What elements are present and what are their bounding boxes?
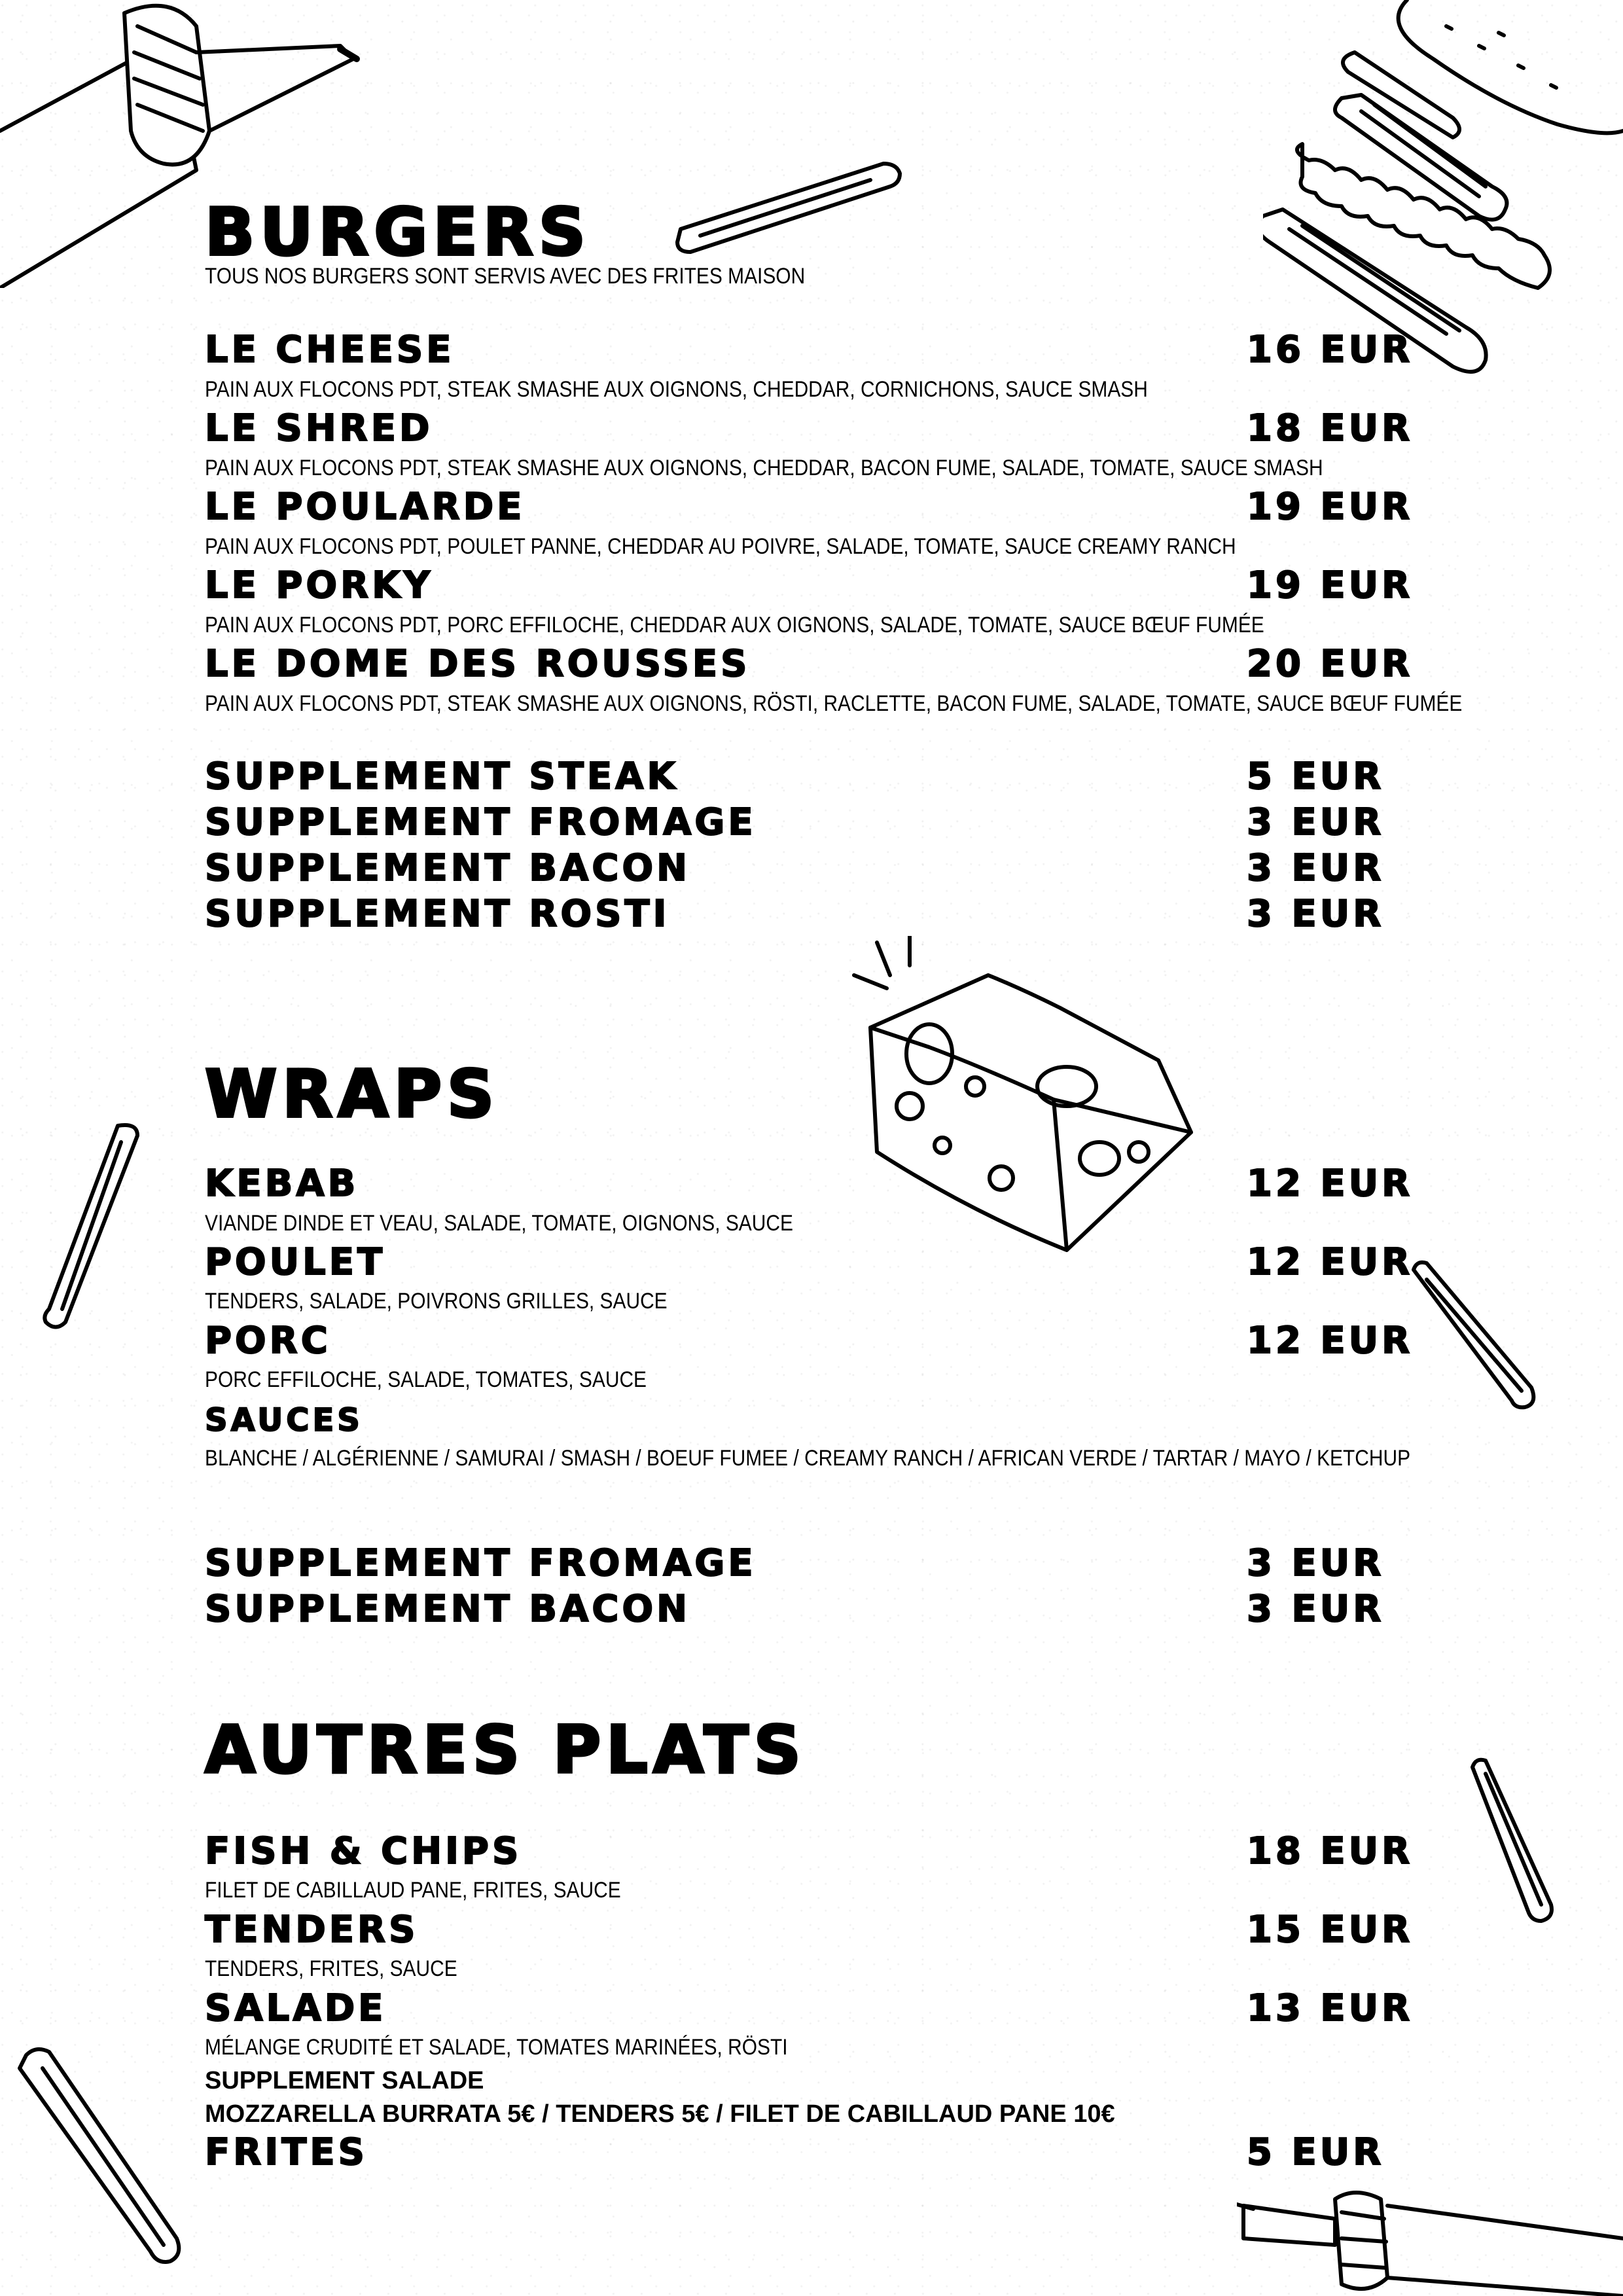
supplement-name: SUPPLEMENT ROSTI — [205, 893, 670, 935]
supplement-price: 3 EUR — [1247, 801, 1385, 844]
menu-item-description: VIANDE DINDE ET VEAU, SALADE, TOMATE, OIGNONS, SAUCE — [205, 1211, 793, 1236]
menu-item-name: PORC — [205, 1319, 331, 1362]
menu-item-price: 18 EUR — [1247, 1830, 1414, 1873]
sauces-list: BLANCHE / ALGÉRIENNE / SAMURAI / SMASH / BOEUF FUMEE / CREAMY RANCH / AFRICAN VERDE / TARTAR / MAYO / KETCHUP — [205, 1446, 1411, 1471]
supplement-name: SUPPLEMENT BACON — [205, 1588, 690, 1630]
menu-item-description: TENDERS, FRITES, SAUCE — [205, 1956, 457, 1981]
menu-item-name: KEBAB — [205, 1162, 359, 1205]
menu-item-name: LE CHEESE — [205, 329, 455, 371]
menu-item-description: PAIN AUX FLOCONS PDT, STEAK SMASHE AUX OIGNONS, CHEDDAR, CORNICHONS, SAUCE SMASH — [205, 377, 1148, 402]
supplement-name: SUPPLEMENT STEAK — [205, 755, 679, 798]
menu-item-price: 19 EUR — [1247, 486, 1414, 528]
menu-item-description: MÉLANGE CRUDITÉ ET SALADE, TOMATES MARINÉES, RÖSTI — [205, 2035, 788, 2060]
supplement-price: 5 EUR — [1247, 755, 1385, 798]
section-title-wraps: WRAPS — [205, 1056, 500, 1132]
menu-item-name: POULET — [205, 1241, 386, 1283]
supplement-price: 3 EUR — [1247, 1588, 1385, 1630]
menu-item-name: LE PORKY — [205, 564, 434, 607]
menu-item-description: PAIN AUX FLOCONS PDT, STEAK SMASHE AUX OIGNONS, CHEDDAR, BACON FUME, SALADE, TOMATE, SAUCE SMASH — [205, 456, 1323, 480]
menu-item-price: 5 EUR — [1247, 2131, 1385, 2174]
menu-item-price: 12 EUR — [1247, 1319, 1414, 1362]
menu-item-name: SALADE — [205, 1987, 387, 2030]
menu-item-name: FRITES — [205, 2131, 368, 2174]
supplement-price: 3 EUR — [1247, 1542, 1385, 1585]
supplement-salade-title: SUPPLEMENT SALADE — [205, 2067, 484, 2094]
supplement-name: SUPPLEMENT FROMAGE — [205, 1542, 757, 1585]
menu-item-price: 13 EUR — [1247, 1987, 1414, 2030]
menu-item-price: 20 EUR — [1247, 643, 1414, 685]
menu-item-name: LE SHRED — [205, 407, 433, 450]
menu-item-description: TENDERS, SALADE, POIVRONS GRILLES, SAUCE — [205, 1289, 668, 1314]
menu-item-price: 16 EUR — [1247, 329, 1414, 371]
menu-item-description: PAIN AUX FLOCONS PDT, POULET PANNE, CHEDDAR AU POIVRE, SALADE, TOMATE, SAUCE CREAMY RANCH — [205, 534, 1236, 559]
supplement-name: SUPPLEMENT BACON — [205, 847, 690, 889]
supplement-salade-list: MOZZARELLA BURRATA 5€ / TENDERS 5€ / FILET DE CABILLAUD PANE 10€ — [205, 2100, 1115, 2128]
supplement-name: SUPPLEMENT FROMAGE — [205, 801, 757, 844]
menu-item-price: 12 EUR — [1247, 1241, 1414, 1283]
menu-item-name: TENDERS — [205, 1909, 419, 1951]
menu-item-description: PORC EFFILOCHE, SALADE, TOMATES, SAUCE — [205, 1367, 647, 1392]
menu-item-description: FILET DE CABILLAUD PANE, FRITES, SAUCE — [205, 1878, 621, 1903]
menu-item-name: LE DOME DES ROUSSES — [205, 643, 751, 685]
section-title-burgers: BURGERS — [205, 194, 591, 270]
supplement-price: 3 EUR — [1247, 893, 1385, 935]
menu-item-name: LE POULARDE — [205, 486, 526, 528]
menu-item-name: FISH & CHIPS — [205, 1830, 522, 1873]
burgers-subtitle: TOUS NOS BURGERS SONT SERVIS AVEC DES FRITES MAISON — [205, 264, 806, 289]
section-title-autres-plats: AUTRES PLATS — [205, 1712, 806, 1788]
menu-item-price: 18 EUR — [1247, 407, 1414, 450]
menu-item-price: 12 EUR — [1247, 1162, 1414, 1205]
menu-item-price: 19 EUR — [1247, 564, 1414, 607]
sauces-title: SAUCES — [205, 1402, 363, 1439]
supplement-price: 3 EUR — [1247, 847, 1385, 889]
menu-item-description: PAIN AUX FLOCONS PDT, STEAK SMASHE AUX OIGNONS, RÖSTI, RACLETTE, BACON FUME, SALADE, TOMATE, SAUCE BŒUF FUMÉE — [205, 691, 1463, 716]
menu-item-price: 15 EUR — [1247, 1909, 1414, 1951]
menu-item-description: PAIN AUX FLOCONS PDT, PORC EFFILOCHE, CHEDDAR AUX OIGNONS, SALADE, TOMATE, SAUCE BŒUF FUMÉE — [205, 613, 1264, 637]
